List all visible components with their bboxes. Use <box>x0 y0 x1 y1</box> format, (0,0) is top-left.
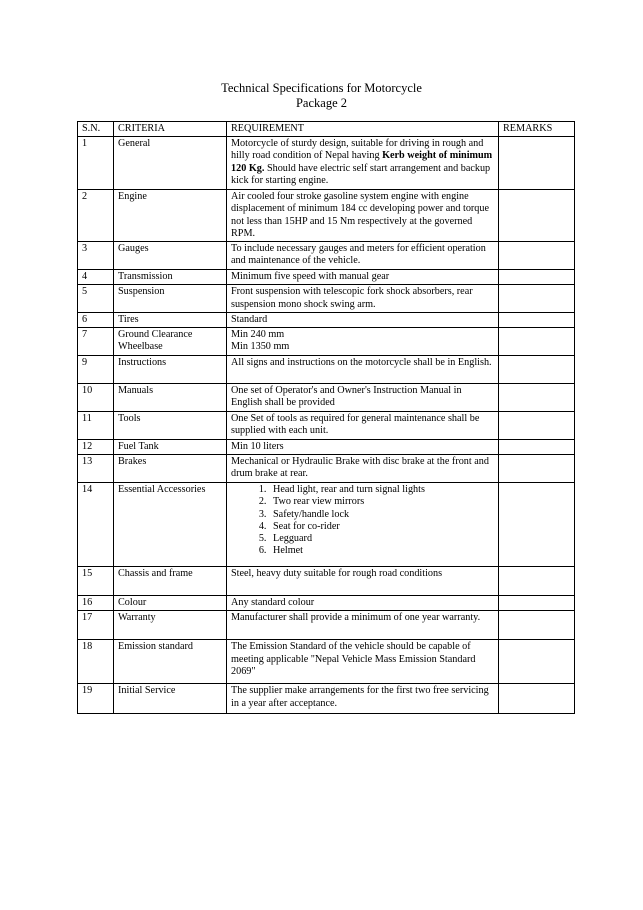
row-sn: 16 <box>78 596 114 611</box>
row-remarks <box>499 440 575 455</box>
list-item: 1. Head light, rear and turn signal lights <box>269 484 494 496</box>
table-row <box>78 684 575 714</box>
row-remarks <box>499 190 575 242</box>
row-requirement: Mechanical or Hydraulic Brake with disc brake at the front and drum brake at rear. <box>227 455 499 483</box>
row-sn: 11 <box>78 412 114 440</box>
spec-table <box>77 121 575 714</box>
row-remarks <box>499 285 575 312</box>
row-sn: 10 <box>78 384 114 412</box>
row-requirement: The Emission Standard of the vehicle should be capable of meeting applicable "Nepal Vehicle Mass Emission Standard 2069" <box>227 640 499 684</box>
row-requirement: To include necessary gauges and meters for efficient operation and maintenance of the vehicle. <box>227 242 499 270</box>
table-row <box>78 328 575 356</box>
row-criteria: Manuals <box>114 384 227 412</box>
row-criteria: General <box>114 137 227 190</box>
row-sn: 12 <box>78 440 114 455</box>
table-row <box>78 285 575 312</box>
row-remarks <box>499 684 575 714</box>
table-row <box>78 270 575 285</box>
row-sn: 5 <box>78 285 114 312</box>
row-requirement: One set of Operator's and Owner's Instruction Manual in English shall be provided <box>227 384 499 412</box>
row-sn: 7 <box>78 328 114 356</box>
row-requirement: Air cooled four stroke gasoline system engine with engine displacement of minimum 184 cc developing power and torque not less than 15HP and 15 Nm respectively at the governed RPM. <box>227 190 499 242</box>
row-requirement: All signs and instructions on the motorcycle shall be in English. <box>227 356 499 384</box>
header-requirement: REQUIREMENT <box>227 122 499 137</box>
row-remarks <box>499 312 575 327</box>
row-sn: 4 <box>78 270 114 285</box>
row-remarks <box>499 567 575 596</box>
row-criteria: Initial Service <box>114 684 227 714</box>
row-remarks <box>499 270 575 285</box>
table-row <box>78 356 575 384</box>
table-row <box>78 596 575 611</box>
row-sn: 18 <box>78 640 114 684</box>
row-remarks <box>499 356 575 384</box>
row-sn: 6 <box>78 312 114 327</box>
row-sn: 13 <box>78 455 114 483</box>
table-row <box>78 440 575 455</box>
row-remarks <box>499 412 575 440</box>
table-row <box>78 412 575 440</box>
row-requirement: Any standard colour <box>227 596 499 611</box>
row-remarks <box>499 384 575 412</box>
row-remarks <box>499 596 575 611</box>
row-criteria: Tools <box>114 412 227 440</box>
table-row <box>78 190 575 242</box>
row-requirement: Front suspension with telescopic fork shock absorbers, rear suspension mono shock swing arm. <box>227 285 499 312</box>
row-remarks <box>499 328 575 356</box>
row-requirement: The supplier make arrangements for the first two free servicing in a year after acceptance. <box>227 684 499 714</box>
table-row <box>78 611 575 640</box>
table-row <box>78 483 575 567</box>
table-row <box>78 137 575 190</box>
document-title: Technical Specifications for Motorcycle <box>221 81 422 95</box>
header-criteria: CRITERIA <box>114 122 227 137</box>
row-criteria: Gauges <box>114 242 227 270</box>
row-remarks <box>499 483 575 567</box>
row-criteria: Transmission <box>114 270 227 285</box>
row-criteria: Emission standard <box>114 640 227 684</box>
document-subtitle: Package 2 <box>295 96 348 110</box>
table-row <box>78 312 575 327</box>
row-remarks <box>499 242 575 270</box>
row-sn: 17 <box>78 611 114 640</box>
row-criteria: Ground Clearance Wheelbase <box>114 328 227 356</box>
header-row <box>78 122 575 137</box>
row-criteria: Tires <box>114 312 227 327</box>
row-sn: 9 <box>78 356 114 384</box>
table-row <box>78 455 575 483</box>
row-sn: 2 <box>78 190 114 242</box>
row-requirement: Standard <box>227 312 499 327</box>
row-remarks <box>499 611 575 640</box>
row-criteria: Colour <box>114 596 227 611</box>
row-criteria: Warranty <box>114 611 227 640</box>
row-criteria: Instructions <box>114 356 227 384</box>
row-requirement: Min 10 liters <box>227 440 499 455</box>
row-criteria: Brakes <box>114 455 227 483</box>
row-criteria: Fuel Tank <box>114 440 227 455</box>
list-item: 2. Two rear view mirrors <box>269 496 494 508</box>
row-sn: 3 <box>78 242 114 270</box>
row-requirement: Minimum five speed with manual gear <box>227 270 499 285</box>
row-requirement: Manufacturer shall provide a minimum of one year warranty. <box>227 611 499 640</box>
header-sn: S.N. <box>78 122 114 137</box>
header-remarks: REMARKS <box>499 122 575 137</box>
row-criteria: Suspension <box>114 285 227 312</box>
table-row <box>78 640 575 684</box>
row-requirement: Steel, heavy duty suitable for rough road conditions <box>227 567 499 596</box>
row-sn: 19 <box>78 684 114 714</box>
row-sn: 15 <box>78 567 114 596</box>
row-sn: 14 <box>78 483 114 567</box>
row-requirement <box>227 483 499 567</box>
row-sn: 1 <box>78 137 114 190</box>
list-item: 5. Legguard <box>269 533 494 545</box>
row-requirement: Min 240 mm Min 1350 mm <box>227 328 499 356</box>
list-item: 4. Seat for co-rider <box>269 521 494 533</box>
table-row <box>78 242 575 270</box>
row-requirement: Motorcycle of sturdy design, suitable for driving in rough and hilly road condition of Nepal having Kerb weight of minimum 120 Kg. Should have electric self start arrangement and backup kick for starting engine. <box>227 137 499 190</box>
row-criteria: Engine <box>114 190 227 242</box>
row-criteria: Essential Accessories <box>114 483 227 567</box>
row-criteria: Chassis and frame <box>114 567 227 596</box>
list-item: 6. Helmet <box>269 545 494 557</box>
row-requirement: One Set of tools as required for general maintenance shall be supplied with each unit. <box>227 412 499 440</box>
list-item: 3. Safety/handle lock <box>269 509 494 521</box>
row-remarks <box>499 455 575 483</box>
row-remarks <box>499 640 575 684</box>
row-remarks <box>499 137 575 190</box>
accessories-list <box>231 484 494 557</box>
table-row <box>78 567 575 596</box>
table-row <box>78 384 575 412</box>
